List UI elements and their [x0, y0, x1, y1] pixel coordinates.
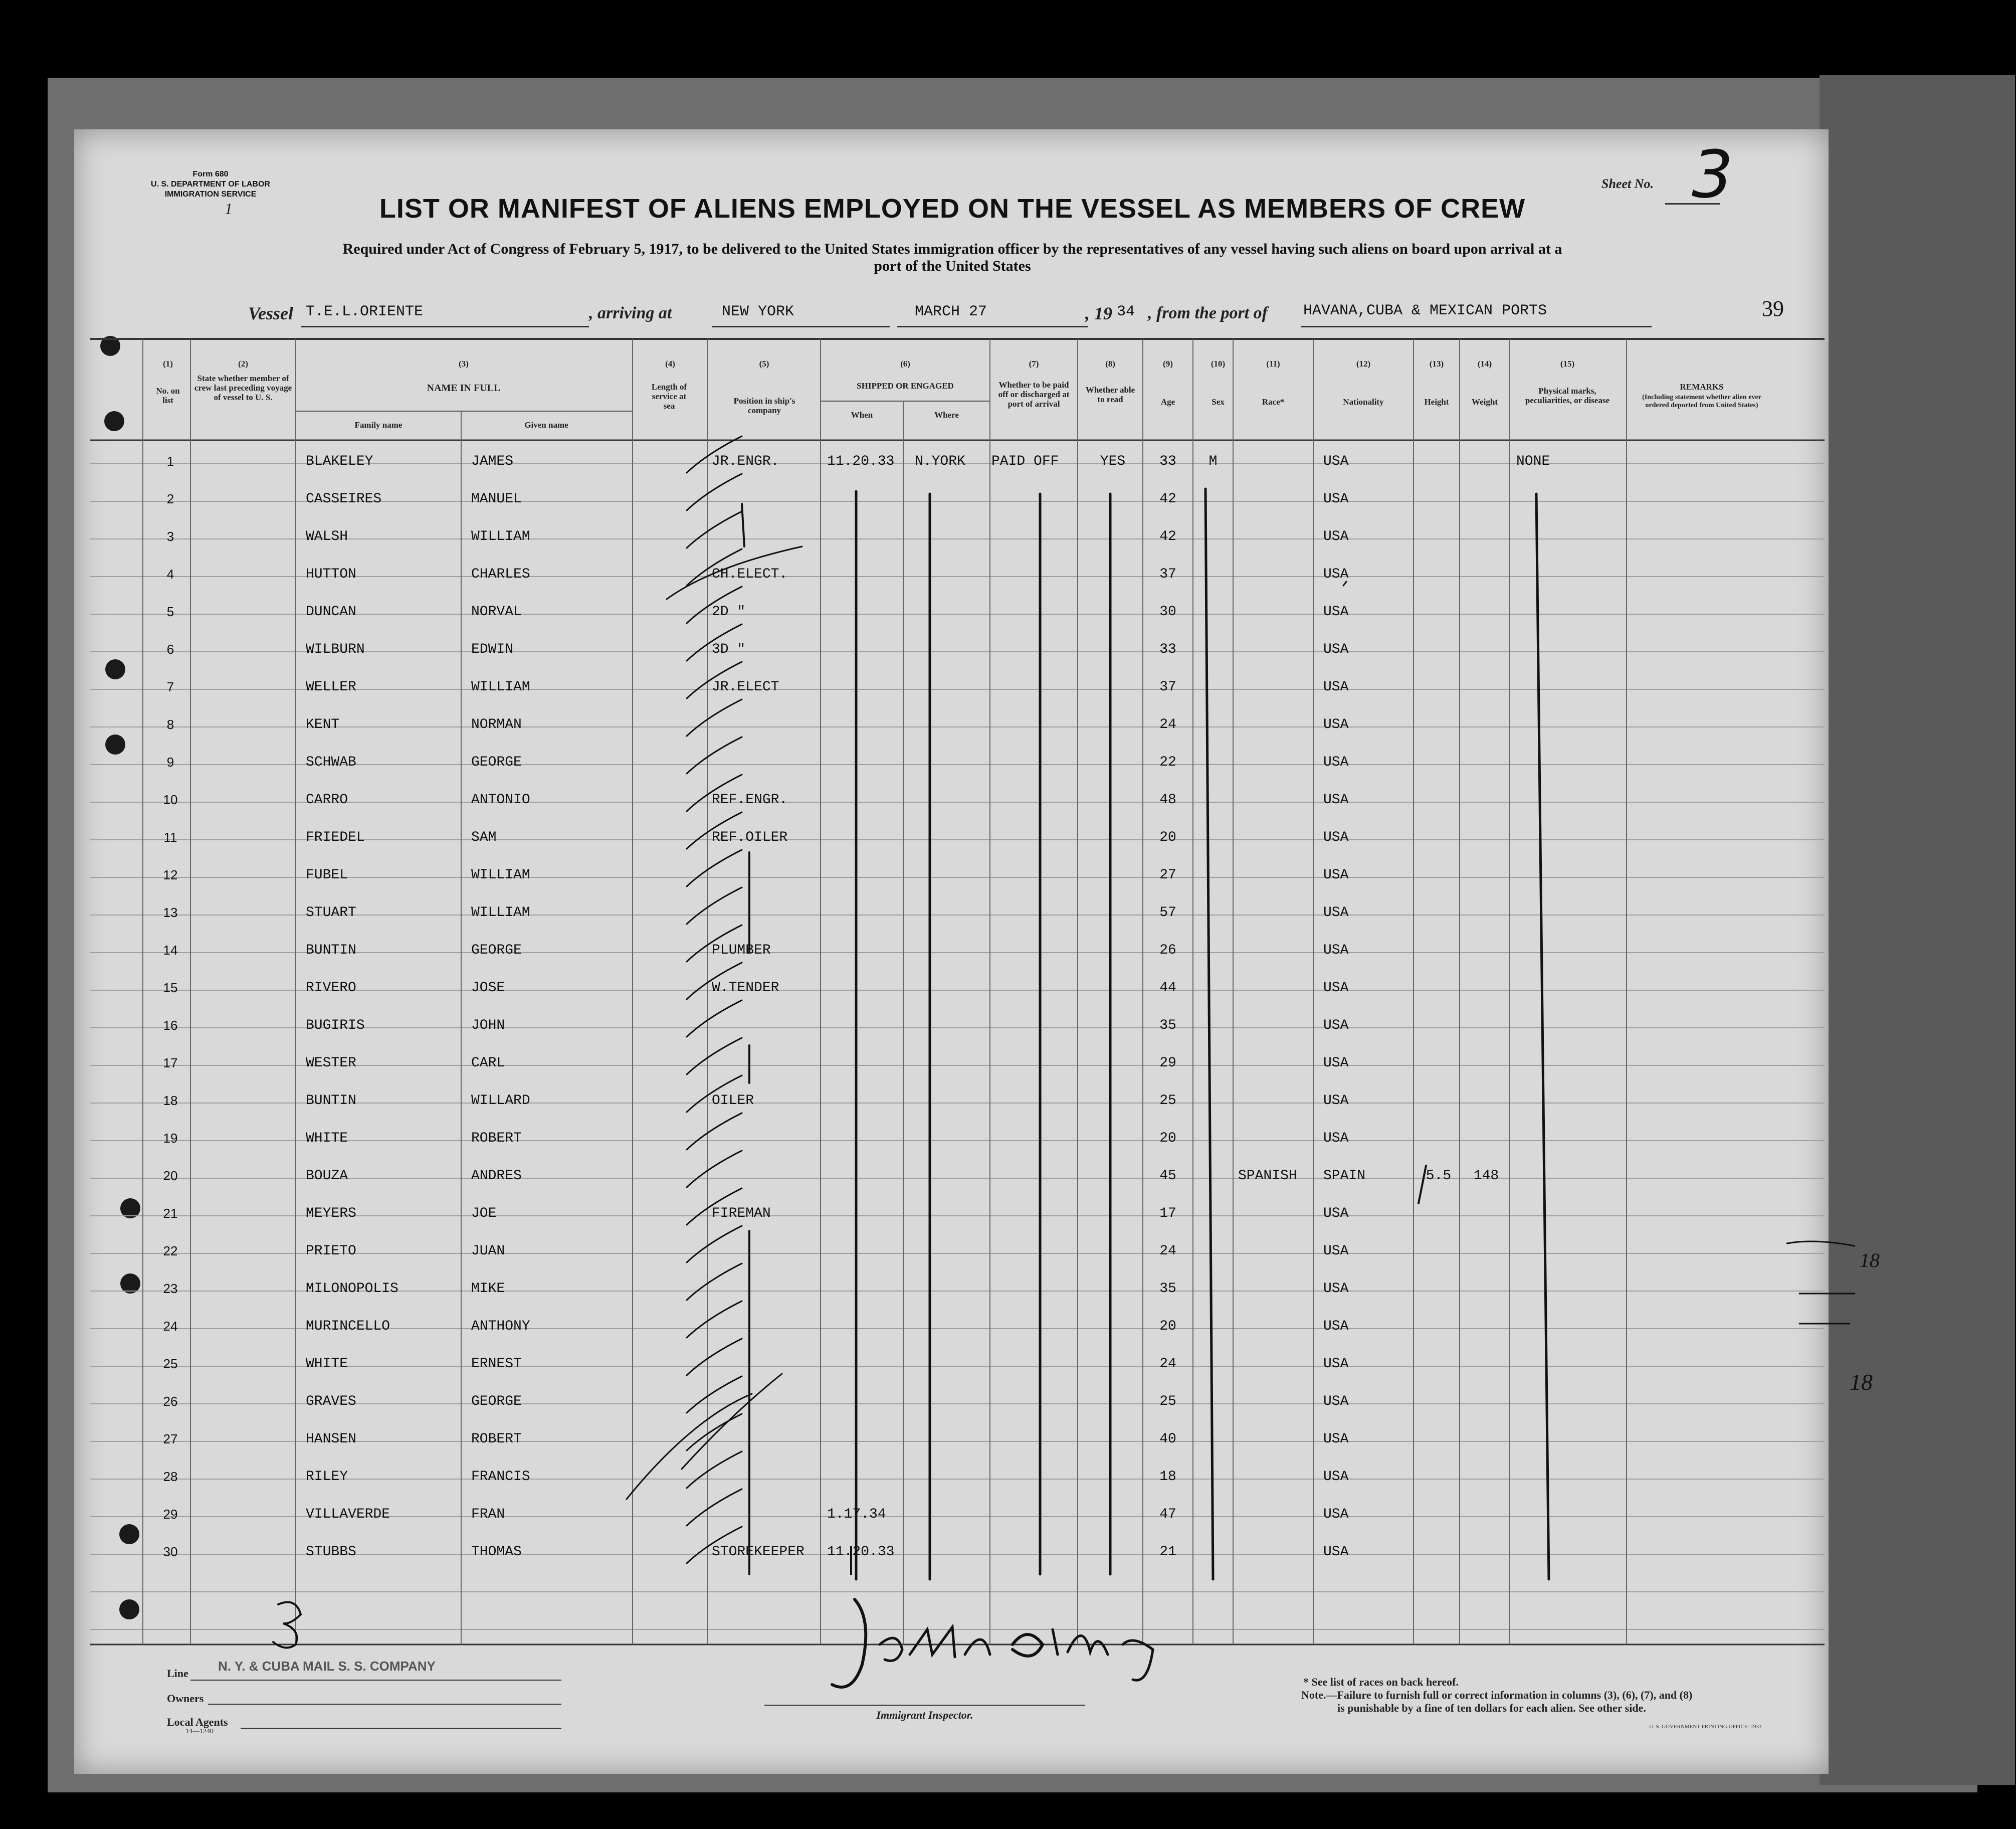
nationality: USA [1323, 980, 1349, 996]
margin-note-2: 18 [1850, 1369, 1873, 1395]
family-name: DUNCAN [306, 604, 356, 620]
nationality: USA [1323, 1431, 1349, 1447]
col6-where-header: Where [934, 410, 959, 420]
given-name: ANDRES [471, 1168, 522, 1184]
nationality: USA [1323, 529, 1349, 544]
given-name: NORMAN [471, 717, 522, 733]
nationality: USA [1323, 1281, 1349, 1297]
family-name: FUBEL [306, 867, 348, 883]
col11-number: (11) [1266, 359, 1280, 369]
given-name: SAM [471, 830, 497, 845]
ditto-line-marks [1536, 494, 1549, 1579]
check-slash [687, 887, 742, 924]
position: FIREMAN [712, 1206, 771, 1221]
col10-number: (10) [1211, 359, 1226, 369]
col8-header: Whether able to read [1085, 385, 1135, 404]
nationality: USA [1323, 454, 1349, 469]
col7-header: Whether to be paid off or discharged at port of arrival [998, 380, 1070, 409]
col11-header: Race* [1262, 397, 1285, 407]
col6-when-header: When [851, 410, 873, 420]
ditto-line-sex [1205, 489, 1213, 1579]
col12-number: (12) [1356, 359, 1371, 369]
col3-given-header: Given name [524, 420, 568, 430]
check-slash [687, 737, 742, 774]
nationality: USA [1323, 1356, 1349, 1372]
col4-number: (4) [665, 359, 675, 369]
year-prefix: , 19 [1085, 303, 1112, 323]
age: 27 [1159, 867, 1176, 883]
position: REF.ENGR. [712, 792, 788, 808]
age: 17 [1159, 1206, 1176, 1221]
given-name: CARL [471, 1055, 505, 1071]
family-name: HANSEN [306, 1431, 356, 1447]
nationality: USA [1323, 1206, 1349, 1221]
age: 20 [1159, 1319, 1176, 1334]
inspector-label: Immigrant Inspector. [876, 1709, 973, 1721]
sheet-label: Sheet No. [1601, 176, 1654, 191]
position: JR.ELECT [712, 679, 779, 695]
position: CH.ELECT. [712, 567, 788, 582]
col3-header: NAME IN FULL [427, 383, 501, 394]
vessel-name: T.E.L.ORIENTE [306, 303, 424, 320]
age: 37 [1159, 567, 1176, 582]
check-slash [687, 1527, 742, 1563]
col4-header: Length of service at sea [651, 382, 687, 411]
nationality: USA [1323, 1507, 1349, 1522]
age: 48 [1159, 792, 1176, 808]
row-number: 13 [163, 905, 178, 920]
row-number: 25 [163, 1356, 178, 1371]
nationality: USA [1323, 792, 1349, 808]
age: 25 [1159, 1093, 1176, 1109]
given-name: MANUEL [471, 491, 522, 507]
col6-number: (6) [900, 359, 910, 369]
check-slash [687, 925, 742, 962]
given-name: ANTONIO [471, 792, 530, 808]
col1-header: No. on list [156, 386, 180, 405]
nationality: USA [1323, 642, 1349, 657]
check-slash [682, 1374, 782, 1469]
family-name: VILLAVERDE [306, 1507, 390, 1522]
given-name: EDWIN [471, 642, 514, 657]
col6-header: SHIPPED OR ENGAGED [857, 381, 954, 391]
row-number: 16 [163, 1018, 178, 1033]
check-slash [687, 587, 742, 623]
given-name: JUAN [471, 1243, 505, 1259]
able-to-read: YES [1100, 454, 1126, 469]
arrival-year: 34 [1117, 303, 1135, 320]
family-name: GRAVES [306, 1394, 356, 1409]
given-name: WILLIAM [471, 905, 530, 921]
position: REF.OILER [712, 830, 788, 845]
col16-header: REMARKS [1680, 382, 1724, 392]
col5-header: Position in ship's company [733, 396, 795, 415]
line-label: Line [167, 1667, 188, 1680]
check-slash [687, 1000, 742, 1037]
check-slash [687, 1376, 742, 1413]
given-name: ERNEST [471, 1356, 522, 1372]
age: 44 [1159, 980, 1176, 996]
nationality: USA [1323, 755, 1349, 770]
check-slash [687, 775, 742, 811]
given-name: MIKE [471, 1281, 505, 1297]
signature-stroke [1053, 1629, 1058, 1655]
age: 33 [1159, 454, 1176, 469]
given-name: JAMES [471, 454, 514, 469]
page-title: LIST OR MANIFEST OF ALIENS EMPLOYED ON THE VESSEL AS MEMBERS OF CREW [379, 194, 1526, 224]
family-name: STUBBS [306, 1544, 356, 1560]
row-number: 26 [163, 1394, 178, 1409]
signature-stroke [1068, 1636, 1108, 1655]
col2-header: State whether member of crew last preceding voyage of vessel to U. S. [194, 374, 292, 402]
family-name: PRIETO [306, 1243, 356, 1259]
family-name: WESTER [306, 1055, 356, 1071]
ditto-mark-position [742, 504, 744, 546]
row-number: 12 [163, 867, 178, 882]
nationality: SPAIN [1323, 1168, 1366, 1184]
nationality: USA [1323, 1469, 1349, 1485]
printer-imprint: U. S. GOVERNMENT PRINTING OFFICE: 1933 [1649, 1724, 1762, 1730]
check-slash [687, 1038, 742, 1074]
position: 2D " [712, 604, 746, 620]
check-slash [687, 1263, 742, 1300]
check-slash [687, 511, 742, 548]
signature-stroke [1013, 1634, 1043, 1656]
col15-number: (15) [1560, 359, 1575, 369]
age: 20 [1159, 1131, 1176, 1146]
department: U. S. DEPARTMENT OF LABOR [151, 180, 270, 189]
given-name: JOE [471, 1206, 497, 1221]
agents-label: Local Agents [167, 1716, 228, 1728]
row-number: 15 [163, 980, 178, 995]
family-name: STUART [306, 905, 356, 921]
hand-mark-3 [273, 1602, 301, 1648]
family-name: BUNTIN [306, 1093, 356, 1109]
given-name: JOHN [471, 1018, 505, 1033]
age: 20 [1159, 830, 1176, 845]
given-name: NORVAL [471, 604, 522, 620]
nationality: USA [1323, 1018, 1349, 1033]
nationality: USA [1323, 1394, 1349, 1409]
physical-marks: NONE [1516, 454, 1550, 469]
nationality: USA [1323, 830, 1349, 845]
check-slash [687, 850, 742, 886]
shipped-when: 1.17.34 [827, 1507, 886, 1522]
check-slash [687, 1301, 742, 1338]
line-stamp: N. Y. & CUBA MAIL S. S. COMPANY [218, 1659, 436, 1674]
row-number: 19 [163, 1131, 178, 1146]
arrival-date: MARCH 27 [915, 303, 987, 320]
age: 35 [1159, 1281, 1176, 1297]
tick-mark: 1 [225, 200, 233, 218]
row-number: 2 [166, 491, 174, 506]
age: 37 [1159, 679, 1176, 695]
position: OILER [712, 1093, 754, 1109]
check-slash [687, 662, 742, 698]
position: PLUMBER [712, 943, 771, 958]
check-slash [687, 1489, 742, 1526]
family-name: FRIEDEL [306, 830, 365, 845]
signature-stroke [880, 1638, 902, 1661]
row-number: 24 [163, 1319, 178, 1334]
family-name: BUGIRIS [306, 1018, 365, 1033]
row-number: 21 [163, 1206, 178, 1221]
signature-stroke [1123, 1640, 1153, 1680]
row-number: 9 [166, 755, 174, 770]
signature-stroke [910, 1627, 955, 1657]
nationality: USA [1323, 1055, 1349, 1071]
note-penalty: Note.—Failure to furnish full or correct information in columns (3), (6), (7), and (8) [1301, 1689, 1693, 1701]
age: 35 [1159, 1018, 1176, 1033]
from-label: , from the port of [1148, 304, 1268, 322]
col9-header: Age [1160, 397, 1175, 407]
row-number: 4 [166, 567, 174, 582]
given-name: ANTHONY [471, 1319, 530, 1334]
margin-scribble [1787, 1241, 1855, 1246]
col14-number: (14) [1477, 359, 1492, 369]
sheet-number: 3 [1692, 136, 1733, 213]
check-slash [687, 1151, 742, 1187]
row-number: 6 [166, 642, 174, 657]
given-name: WILLIAM [471, 529, 530, 544]
given-name: CHARLES [471, 567, 530, 582]
row-number: 14 [163, 943, 178, 958]
given-name: FRAN [471, 1507, 505, 1522]
col8-number: (8) [1105, 359, 1115, 369]
col9-number: (9) [1163, 359, 1173, 369]
row-number: 7 [166, 679, 174, 694]
given-name: JOSE [471, 980, 505, 996]
age: 26 [1159, 943, 1176, 958]
family-name: WELLER [306, 679, 356, 695]
check-slash [687, 1451, 742, 1488]
age: 22 [1159, 755, 1176, 770]
row-number: 29 [163, 1507, 178, 1522]
family-name: RIVERO [306, 980, 356, 996]
height: 5.5 [1426, 1168, 1452, 1184]
signature-stroke [832, 1599, 866, 1687]
row-number: 18 [163, 1093, 178, 1108]
note-fine: is punishable by a fine of ten dollars for each alien. See other side. [1337, 1702, 1646, 1714]
age: 47 [1159, 1507, 1176, 1522]
race: SPANISH [1238, 1168, 1297, 1184]
nationality: USA [1323, 1319, 1349, 1334]
service: IMMIGRATION SERVICE [164, 190, 257, 199]
nationality: USA [1323, 905, 1349, 921]
row-number: 30 [163, 1544, 178, 1559]
nationality: USA [1323, 1131, 1349, 1146]
age: 57 [1159, 905, 1176, 921]
nationality: USA [1323, 491, 1349, 507]
weight: 148 [1473, 1168, 1499, 1184]
owners-label: Owners [167, 1692, 204, 1705]
paid-off: PAID OFF [991, 454, 1059, 469]
row-number: 28 [163, 1469, 178, 1484]
col7-number: (7) [1029, 359, 1039, 369]
col1-number: (1) [163, 359, 173, 369]
row-number: 17 [163, 1055, 178, 1070]
check-slash [687, 699, 742, 736]
given-name: ROBERT [471, 1431, 522, 1447]
row-number: 8 [166, 717, 174, 732]
subtitle-line-2: port of the United States [874, 258, 1031, 274]
shipped-when: 11.20.33 [827, 454, 895, 469]
row-number: 3 [166, 529, 174, 544]
signature-stroke [965, 1639, 990, 1655]
vessel-label: Vessel [248, 303, 293, 323]
row-number: 1 [166, 454, 174, 469]
nationality: USA [1323, 867, 1349, 883]
check-slash [687, 624, 742, 661]
age: 29 [1159, 1055, 1176, 1071]
given-name: FRANCIS [471, 1469, 530, 1485]
family-name: MILONOPOLIS [306, 1281, 398, 1297]
subtitle-line-1: Required under Act of Congress of February 5, 1917, to be delivered to the United States immigration officer by the representatives of any vessel having such aliens on board upon arrival at a [342, 241, 1562, 257]
nationality: USA [1323, 1243, 1349, 1259]
age: 24 [1159, 1243, 1176, 1259]
age: 24 [1159, 1356, 1176, 1372]
age: 21 [1159, 1544, 1176, 1560]
given-name: GEORGE [471, 943, 522, 958]
age: 42 [1159, 491, 1176, 507]
shipped-where: N.YORK [915, 454, 965, 469]
col13-header: Height [1424, 397, 1449, 407]
age: 18 [1159, 1469, 1176, 1485]
stamp-number: 39 [1762, 296, 1784, 321]
age: 42 [1159, 529, 1176, 544]
col14-header: Weight [1472, 397, 1498, 407]
check-slash [687, 963, 742, 999]
given-name: ROBERT [471, 1131, 522, 1146]
row-number: 22 [163, 1243, 178, 1258]
tick-mark [1343, 582, 1346, 586]
age: 25 [1159, 1394, 1176, 1409]
family-name: WILBURN [306, 642, 365, 657]
family-name: KENT [306, 717, 340, 733]
given-name: GEORGE [471, 1394, 522, 1409]
family-name: BOUZA [306, 1168, 348, 1184]
col10-header: Sex [1212, 397, 1225, 407]
age: 45 [1159, 1168, 1176, 1184]
check-slash [687, 1226, 742, 1262]
sex: M [1208, 454, 1218, 469]
nationality: USA [1323, 717, 1349, 733]
given-name: THOMAS [471, 1544, 522, 1560]
col2-number: (2) [238, 359, 248, 369]
nationality: USA [1323, 1093, 1349, 1109]
col13-number: (13) [1429, 359, 1444, 369]
family-name: HUTTON [306, 567, 356, 582]
shipped-when: 11.20.33 [827, 1544, 895, 1560]
check-slash [687, 1113, 742, 1150]
nationality: USA [1323, 1544, 1349, 1560]
col16-subheader: (Including statement whether alien ever ordered deported from United States) [1642, 394, 1761, 409]
age: 40 [1159, 1431, 1176, 1447]
family-name: MURINCELLO [306, 1319, 390, 1334]
position: W.TENDER [712, 980, 779, 996]
col3-number: (3) [459, 359, 469, 369]
col15-header: Physical marks, peculiarities, or disease [1525, 386, 1610, 405]
family-name: RILEY [306, 1469, 348, 1485]
given-name: GEORGE [471, 755, 522, 770]
row-number: 23 [163, 1281, 178, 1296]
row-number: 10 [163, 792, 178, 807]
position: STOREKEEPER [712, 1544, 804, 1560]
arriving-label: , arriving at [589, 304, 672, 322]
age: 30 [1159, 604, 1176, 620]
check-slash [687, 1075, 742, 1112]
height-slash [1419, 1166, 1426, 1203]
row-number: 5 [166, 604, 174, 619]
nationality: USA [1323, 943, 1349, 958]
family-name: BUNTIN [306, 943, 356, 958]
given-name: WILLARD [471, 1093, 530, 1109]
family-name: WHITE [306, 1131, 348, 1146]
check-slash [687, 474, 742, 510]
check-slash [687, 1339, 742, 1375]
given-name: WILLIAM [471, 679, 530, 695]
col12-header: Nationality [1343, 397, 1384, 407]
col5-number: (5) [759, 359, 769, 369]
family-name: WALSH [306, 529, 348, 544]
row-number: 11 [163, 830, 177, 845]
agents-code: 14—1240 [185, 1728, 214, 1735]
from-port: HAVANA,CUBA & MEXICAN PORTS [1303, 302, 1547, 319]
nationality: USA [1323, 679, 1349, 695]
nationality: USA [1323, 567, 1349, 582]
position: JR.ENGR. [712, 454, 779, 469]
form-number: Form 680 [192, 170, 229, 178]
nationality: USA [1323, 604, 1349, 620]
age: 33 [1159, 642, 1176, 657]
row-number: 20 [163, 1168, 178, 1183]
position: 3D " [712, 642, 746, 657]
family-name: SCHWAB [306, 755, 356, 770]
family-name: WHITE [306, 1356, 348, 1372]
arriving-port: NEW YORK [722, 303, 794, 320]
given-name: WILLIAM [471, 867, 530, 883]
check-slash [687, 1414, 742, 1450]
family-name: BLAKELEY [306, 454, 373, 469]
note-races: * See list of races on back hereof. [1303, 1676, 1459, 1688]
row-number: 27 [163, 1431, 178, 1446]
age: 24 [1159, 717, 1176, 733]
family-name: MEYERS [306, 1206, 356, 1221]
family-name: CASSEIRES [306, 491, 382, 507]
check-slash [687, 812, 742, 849]
family-name: CARRO [306, 792, 348, 808]
check-slash [687, 1188, 742, 1225]
check-slash [687, 549, 742, 586]
col3-family-header: Family name [354, 420, 402, 430]
check-slash [687, 436, 742, 473]
margin-note-1: 18 [1860, 1249, 1880, 1271]
